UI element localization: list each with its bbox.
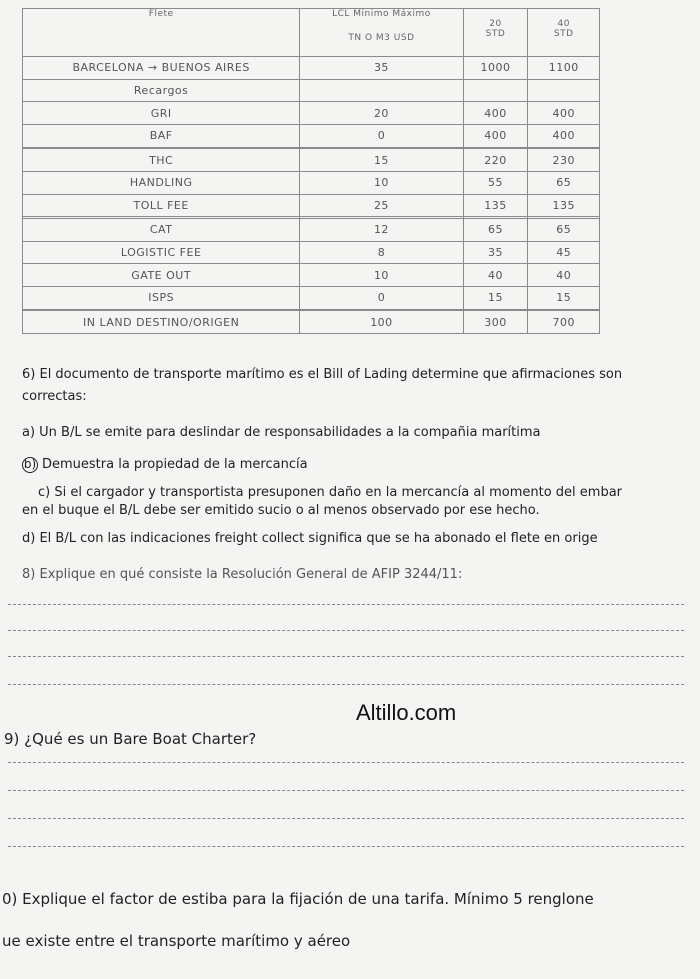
rate-cell-lcl: 10: [300, 171, 463, 194]
rate-row: [23, 149, 600, 172]
rate-cell-lcl: 35: [300, 57, 463, 80]
rate-cell-lcl: 10: [300, 264, 463, 287]
rate-cell-c40: [528, 79, 600, 102]
rate-cell-c40: 15: [528, 286, 600, 309]
rate-row: [23, 79, 600, 102]
rate-row: [23, 57, 600, 80]
rate-cell-c40: 45: [528, 241, 600, 264]
rate-row: [23, 102, 600, 125]
rate-cell-c20: [463, 79, 528, 102]
rate-cell-label: TOLL FEE: [23, 194, 300, 217]
rate-cell-label: CAT: [23, 218, 300, 241]
rate-cell-lcl: 25: [300, 194, 463, 217]
rate-cell-label: IN LAND DESTINO/ORIGEN: [23, 311, 300, 334]
rate-cell-c40: 65: [528, 171, 600, 194]
option-6d: d) El B/L con las indicaciones freight collect significa que se ha abonado el flete en orige: [22, 531, 598, 546]
rate-cell-c20: 135: [463, 194, 528, 217]
rate-cell-label: LOGISTIC FEE: [23, 241, 300, 264]
rate-cell-lcl: 0: [300, 286, 463, 309]
rate-cell-lcl: 20: [300, 102, 463, 125]
header-lcl-label: LCL Minimo Máximo: [332, 9, 431, 19]
rate-cell-lcl: [300, 79, 463, 102]
rate-cell-label: ISPS: [23, 286, 300, 309]
answer-line: [8, 684, 684, 685]
question-10-line2: ue existe entre el transporte marítimo y aéreo: [2, 932, 351, 950]
rate-row: [23, 171, 600, 194]
rate-cell-c40: 40: [528, 264, 600, 287]
rate-row: [23, 241, 600, 264]
rate-cell-label: GATE OUT: [23, 264, 300, 287]
rate-cell-c20: 220: [463, 149, 528, 172]
rate-cell-label: THC: [23, 149, 300, 172]
rate-cell-c20: 1000: [463, 57, 528, 80]
rate-cell-c20: 400: [463, 102, 528, 125]
header-20-std: 20 STD: [463, 9, 528, 57]
rate-row: [23, 194, 600, 217]
question-10-line1: 0) Explique el factor de estiba para la fijación de una tarifa. Mínimo 5 renglone: [2, 890, 594, 908]
answer-line: [8, 604, 684, 605]
header-lcl-unit: TN O M3 USD: [348, 33, 415, 43]
freight-rate-table: [22, 8, 600, 334]
rate-cell-lcl: 8: [300, 241, 463, 264]
header-flete: Flete: [23, 9, 300, 57]
rate-cell-c20: 40: [463, 264, 528, 287]
answer-line: [8, 630, 684, 631]
option-6b-text: Demuestra la propiedad de la mercancía: [42, 457, 308, 472]
rate-cell-c20: 35: [463, 241, 528, 264]
option-6c-line2: en el buque el B/L debe ser emitido sucio o al menos observado por ese hecho.: [22, 503, 540, 518]
rate-cell-c40: 135: [528, 194, 600, 217]
rate-row: [23, 264, 600, 287]
watermark: Altillo.com: [356, 700, 457, 725]
rate-cell-label: GRI: [23, 102, 300, 125]
rate-cell-c40: 230: [528, 149, 600, 172]
rate-cell-label: HANDLING: [23, 171, 300, 194]
rate-cell-c40: 700: [528, 311, 600, 334]
rate-cell-lcl: 12: [300, 218, 463, 241]
rate-row: [23, 311, 600, 334]
rate-row: [23, 286, 600, 309]
header-lcl: [300, 9, 463, 57]
question-9: 9) ¿Qué es un Bare Boat Charter?: [4, 730, 257, 748]
rate-cell-lcl: 100: [300, 311, 463, 334]
header-40-std: 40 STD: [528, 9, 600, 57]
rate-cell-label: BAF: [23, 125, 300, 148]
rate-cell-c40: 400: [528, 102, 600, 125]
question-8: 8) Explique en qué consiste la Resolución General de AFIP 3244/11:: [22, 567, 463, 582]
answer-line: [8, 762, 684, 763]
rate-table-body: [23, 57, 600, 334]
selected-answer-circle: b): [23, 457, 37, 471]
rate-cell-c40: 1100: [528, 57, 600, 80]
rate-cell-c20: 15: [463, 286, 528, 309]
answer-line: [8, 846, 684, 847]
rate-cell-label: BARCELONA → BUENOS AIRES: [23, 57, 300, 80]
answer-line: [8, 818, 684, 819]
rate-cell-c20: 400: [463, 125, 528, 148]
rate-cell-c40: 65: [528, 218, 600, 241]
question-6-line1: 6) El documento de transporte marítimo es el Bill of Lading determine que afirmaciones son: [22, 367, 623, 382]
option-6b: [22, 456, 308, 474]
answer-line: [8, 656, 684, 657]
rate-cell-lcl: 0: [300, 125, 463, 148]
question-6-line2: correctas:: [22, 389, 87, 404]
rate-cell-c40: 400: [528, 125, 600, 148]
rate-cell-lcl: 15: [300, 149, 463, 172]
option-6a: a) Un B/L se emite para deslindar de responsabilidades a la compañia marítima: [22, 425, 541, 440]
rate-cell-c20: 65: [463, 218, 528, 241]
rate-cell-c20: 300: [463, 311, 528, 334]
rate-row: [23, 218, 600, 241]
option-6c-line1: c) Si el cargador y transportista presuponen daño en la mercancía al momento del embar: [38, 485, 623, 500]
answer-line: [8, 790, 684, 791]
rate-cell-label: Recargos: [23, 79, 300, 102]
rate-cell-c20: 55: [463, 171, 528, 194]
rate-row: [23, 125, 600, 148]
